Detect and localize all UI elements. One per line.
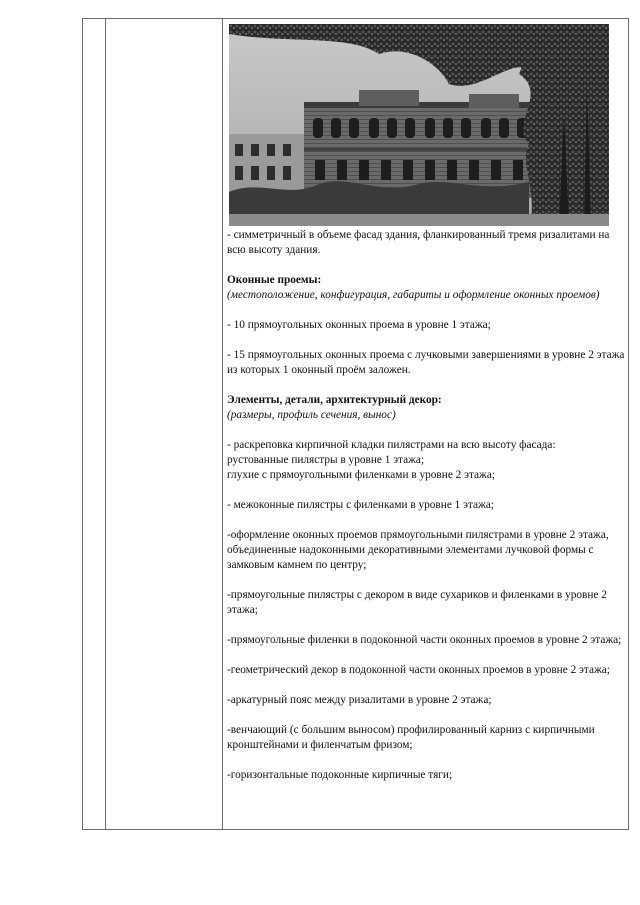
decor-section-subtitle: (размеры, профиль сечения, вынос) [227, 409, 396, 421]
table-border-left [82, 18, 83, 830]
building-facade-photo [229, 24, 609, 226]
decor-item: -аркатурный пояс между ризалитами в уровне 2 этажа; [227, 694, 492, 706]
decor-item: -оформление оконных проемов прямоугольными пилястрами в уровне 2 этажа, объединенные надоконными декоративными элементами лучковой формы с замковым камнем по центру; [227, 529, 609, 571]
decor-item: -геометрический декор в подоконной части оконных проемов в уровне 2 этажа; [227, 664, 610, 676]
decor-item: -прямоугольные филенки в подоконной части оконных проемов в уровне 2 этажа; [227, 634, 622, 646]
windows-item: - 15 прямоугольных оконных проема с лучковыми завершениями в уровне 2 этажа из которых 1 оконный проём заложен. [227, 349, 625, 376]
windows-section-title: Оконные проемы: [227, 274, 322, 286]
decor-item: - межоконные пилястры с филенками в уровне 1 этажа; [227, 499, 495, 511]
decor-item-line: рустованные пилястры в уровне 1 этажа; [227, 454, 425, 466]
windows-item: - 10 прямоугольных оконных проема в уровне 1 этажа; [227, 319, 491, 331]
decor-item-line: глухие с прямоугольными филенками в уровне 2 этажа; [227, 469, 496, 481]
decor-item-line: - раскреповка кирпичной кладки пилястрами на всю высоту фасада: [227, 439, 556, 451]
description-cell [227, 228, 625, 798]
decor-item-pilasters [227, 438, 625, 483]
table-border-bottom [82, 829, 629, 830]
decor-item: -горизонтальные подоконные кирпичные тяги; [227, 769, 453, 781]
table-column-divider-1 [105, 18, 106, 830]
table-column-divider-2 [222, 18, 223, 830]
facade-description: - симметричный в объеме фасад здания, фланкированный тремя ризалитами на всю высоту здания. [227, 229, 610, 256]
decor-item: -венчающий (с большим выносом) профилированный карниз с кирпичными кронштейнами и филенчатым фризом; [227, 724, 595, 751]
decor-item: -прямоугольные пилястры с декором в виде сухариков и филенками в уровне 2 этажа; [227, 589, 607, 616]
table-border-top [82, 18, 629, 19]
windows-section-subtitle: (местоположение, конфигурация, габариты и оформление оконных проемов) [227, 289, 600, 301]
table-border-right [628, 18, 629, 830]
decor-section-title: Элементы, детали, архитектурный декор: [227, 394, 442, 406]
